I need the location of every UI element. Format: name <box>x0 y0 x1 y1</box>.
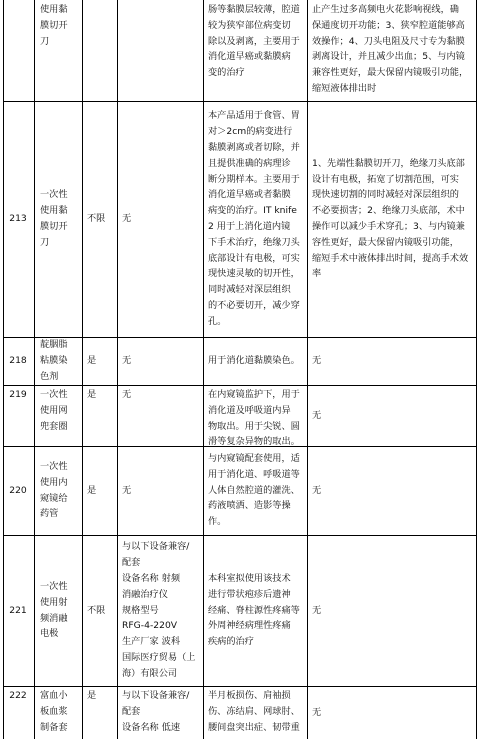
name-line: 刀 <box>40 35 50 47</box>
cell-restricted <box>82 337 117 385</box>
devices-line: 无 <box>122 213 132 225</box>
notes-line: 现快速切割的同时减轻对深层组织的 <box>312 189 459 201</box>
cell-devices <box>117 101 203 337</box>
grid-line-horizontal <box>3 446 477 447</box>
name-line: 使用黏 <box>40 205 68 217</box>
notes-line: 操作可以减少手术穿孔；3、与内镜兼 <box>312 221 465 232</box>
usage-line: 孔。 <box>208 315 227 327</box>
notes-line: 无 <box>312 706 322 718</box>
id-value: 221 <box>9 604 27 616</box>
devices-line: 海）有限公司 <box>122 667 178 679</box>
id-value: 220 <box>9 484 27 496</box>
devices-line: 无 <box>122 389 132 400</box>
usage-line: 断分期样本。主要用于 <box>208 173 300 185</box>
usage-line: 底部设计有电极，可实 <box>208 252 300 264</box>
name-line: 色剂 <box>40 370 59 382</box>
id-value: 218 <box>9 355 27 367</box>
restricted-value: 是 <box>87 690 97 701</box>
notes-line: 无 <box>312 604 322 616</box>
notes-line: 不必要损害；2、绝缘刀头底部，术中 <box>312 205 465 217</box>
cell-restricted <box>82 446 117 535</box>
devices-line: 配套 <box>122 557 141 569</box>
cell-usage <box>203 686 307 739</box>
usage-line: 经痛、脊柱源性疼痛等 <box>208 604 300 616</box>
cell-devices <box>117 535 203 686</box>
name-line: 一次性 <box>40 580 68 592</box>
devices-line: 生产厂家 波科 <box>122 636 181 648</box>
usage-line: 本科室拟使用该技术 <box>208 573 291 584</box>
grid-line-vertical <box>117 0 118 739</box>
usage-line: 伤、冻结肩、网球肘、 <box>208 705 300 717</box>
cell-notes <box>307 686 476 739</box>
grid-line-horizontal <box>3 535 477 536</box>
notes-line: 缩短手术中液体排出时间，提高手术效 <box>312 252 469 264</box>
name-line: 粘膜染 <box>40 355 68 367</box>
usage-line: 作。 <box>208 516 227 528</box>
name-line: 制备套 <box>40 721 68 733</box>
name-line: 膜切开 <box>40 221 68 232</box>
name-line: 窥镜给 <box>40 492 68 504</box>
grid-line-horizontal <box>3 686 477 687</box>
usage-line: 病变的治疗。IT knife <box>208 205 297 217</box>
usage-line: 半月板损伤、肩袖损 <box>208 690 291 701</box>
devices-line: 规格型号 <box>122 604 159 616</box>
name-line: 使用射 <box>40 596 68 608</box>
usage-line: 现快速灵敏的切开性， <box>208 268 300 280</box>
usage-line: 外周神经病理性疼痛 <box>208 620 291 632</box>
devices-line: 消融治疗仪 <box>122 588 168 600</box>
devices-line: 无 <box>122 355 132 367</box>
notes-line: 剥离设计，并且减少出血；5、与内镜 <box>312 51 465 63</box>
cell-id <box>3 535 34 686</box>
name-line: 使用网 <box>40 404 68 416</box>
usage-line: 消化道早癌或黏膜病 <box>208 51 291 63</box>
devices-line: 设备名称 低速 <box>122 721 181 733</box>
id-value: 222 <box>9 690 27 701</box>
cell-name <box>34 101 82 337</box>
usage-line: 肠等黏膜层较薄，腔道 <box>208 4 300 15</box>
usage-line: 较为狭窄部位病变切 <box>208 19 291 31</box>
name-line: 频消融 <box>40 612 68 624</box>
usage-line: 药液喷洒、造影等操 <box>208 500 291 512</box>
cell-name <box>34 446 82 535</box>
cell-name <box>34 686 82 739</box>
cell-usage <box>203 101 307 337</box>
usage-line: 进行带状疱疹后遗神 <box>208 588 291 600</box>
cell-id <box>3 0 34 101</box>
usage-line: 除以及剥离，主要用于 <box>208 35 300 47</box>
cell-notes <box>307 337 476 385</box>
cell-usage <box>203 0 307 101</box>
id-value: 219 <box>9 389 27 400</box>
notes-line: 缩短液体排出时 <box>312 82 377 94</box>
grid-line-vertical <box>307 0 308 739</box>
cell-restricted <box>82 686 117 739</box>
devices-line: RFG-4-220V <box>122 620 178 632</box>
usage-line: 物取出。用于尖锐、圆 <box>208 420 300 432</box>
grid-line-vertical <box>476 0 477 739</box>
notes-line: 无 <box>312 355 322 367</box>
usage-line: 人体自然腔道的灌洗、 <box>208 484 300 496</box>
cell-id <box>3 385 34 446</box>
cell-usage <box>203 446 307 535</box>
cell-devices <box>117 686 203 739</box>
name-line: 板血浆 <box>40 705 68 717</box>
name-line: 药管 <box>40 508 59 520</box>
grid-line-horizontal <box>3 101 477 102</box>
restricted-value: 不限 <box>87 604 106 616</box>
cell-id <box>3 337 34 385</box>
name-line: 一次性 <box>40 189 68 201</box>
grid-line-horizontal <box>3 337 477 338</box>
cell-name <box>34 385 82 446</box>
restricted-value: 是 <box>87 355 97 367</box>
devices-line: 设备名称 射频 <box>122 573 181 584</box>
usage-line: 2 用于上消化道内镜 <box>208 221 291 232</box>
name-line: 电极 <box>40 628 59 640</box>
cell-name <box>34 535 82 686</box>
id-value: 213 <box>9 213 27 225</box>
usage-line: 黏膜剥离或者切除，并 <box>208 142 300 154</box>
cell-notes <box>307 0 476 101</box>
usage-line: 消化道早癌或者黏膜 <box>208 189 291 201</box>
name-line: 使用黏 <box>40 4 68 15</box>
notes-line: 无 <box>312 409 322 421</box>
cell-devices <box>117 0 203 101</box>
restricted-value: 不限 <box>87 213 106 225</box>
cell-devices <box>117 385 203 446</box>
usage-line: 腰间盘突出症、韧带重 <box>208 721 300 733</box>
notes-line: 保通度切开功能；3、狭窄腔道能够高 <box>312 19 465 31</box>
cell-usage <box>203 535 307 686</box>
devices-line: 与以下设备兼容/ <box>122 690 190 701</box>
cell-id <box>3 686 34 739</box>
name-line: 靛胭脂 <box>40 339 68 351</box>
name-line: 富血小 <box>40 690 68 701</box>
cell-id <box>3 446 34 535</box>
notes-line: 设计有电极，拓宽了切割范围，可实 <box>312 173 459 185</box>
name-line: 使用内 <box>40 476 68 488</box>
devices-line: 与以下设备兼容/ <box>122 541 190 553</box>
cell-usage <box>203 385 307 446</box>
name-line: 刀 <box>40 236 50 248</box>
usage-line: 变的治疗 <box>208 67 245 79</box>
restricted-value: 是 <box>87 484 97 496</box>
cell-devices <box>117 446 203 535</box>
notes-line: 率 <box>312 268 322 280</box>
cell-name <box>34 337 82 385</box>
usage-line: 本产品适用于食管、胃 <box>208 110 300 122</box>
cell-notes <box>307 446 476 535</box>
notes-line: 1、先端性黏膜切开刀，绝缘刀头底部 <box>312 157 465 169</box>
name-line: 兜套圈 <box>40 420 68 432</box>
notes-line: 容性更好，最大保留内镜吸引功能， <box>312 236 459 248</box>
grid-line-vertical <box>3 0 4 739</box>
usage-line: 同时减轻对深层组织 <box>208 284 291 296</box>
cell-notes <box>307 101 476 337</box>
usage-line: 的不必要切开，减少穿 <box>208 299 300 311</box>
usage-line: 用于消化道、呼吸道等 <box>208 468 300 480</box>
cell-usage <box>203 337 307 385</box>
name-line: 膜切开 <box>40 19 68 31</box>
grid-line-vertical <box>82 0 83 739</box>
notes-line: 止产生过多高频电火花影响视线，确 <box>312 4 459 15</box>
name-line: 一次性 <box>40 460 68 472</box>
usage-line: 对＞2cm的病变进行 <box>208 126 293 138</box>
cell-id <box>3 101 34 337</box>
usage-line: 与内窥镜配套使用，适 <box>208 453 300 464</box>
cell-name <box>34 0 82 101</box>
usage-line: 用于消化道黏膜染色。 <box>208 355 300 367</box>
notes-line: 无 <box>312 484 322 496</box>
notes-line: 效操作；4、刀头电阻及尺寸专为黏膜 <box>312 35 465 47</box>
usage-line: 下手术治疗，绝缘刀头 <box>208 236 300 248</box>
usage-line: 滑等复杂异物的取出。 <box>208 436 300 446</box>
name-line: 一次性 <box>40 389 68 400</box>
cell-notes <box>307 535 476 686</box>
devices-line: 国际医疗贸易（上 <box>122 651 196 663</box>
cell-devices <box>117 337 203 385</box>
cell-restricted <box>82 385 117 446</box>
cell-restricted <box>82 535 117 686</box>
devices-line: 无 <box>122 484 132 496</box>
grid-line-vertical <box>34 0 35 739</box>
usage-line: 疾病的治疗 <box>208 636 254 648</box>
usage-line: 消化道及呼吸道内异 <box>208 404 291 416</box>
cell-restricted <box>82 101 117 337</box>
notes-line: 兼容性更好，最大保留内镜吸引功能， <box>312 67 469 79</box>
usage-line: 在内窥镜监护下，用于 <box>208 389 300 400</box>
restricted-value: 是 <box>87 389 97 400</box>
grid-line-horizontal <box>3 385 477 386</box>
devices-line: 配套 <box>122 705 141 717</box>
grid-line-vertical <box>203 0 204 739</box>
cell-restricted <box>82 0 117 101</box>
usage-line: 且提供准确的病理诊 <box>208 157 291 169</box>
cell-notes <box>307 385 476 446</box>
